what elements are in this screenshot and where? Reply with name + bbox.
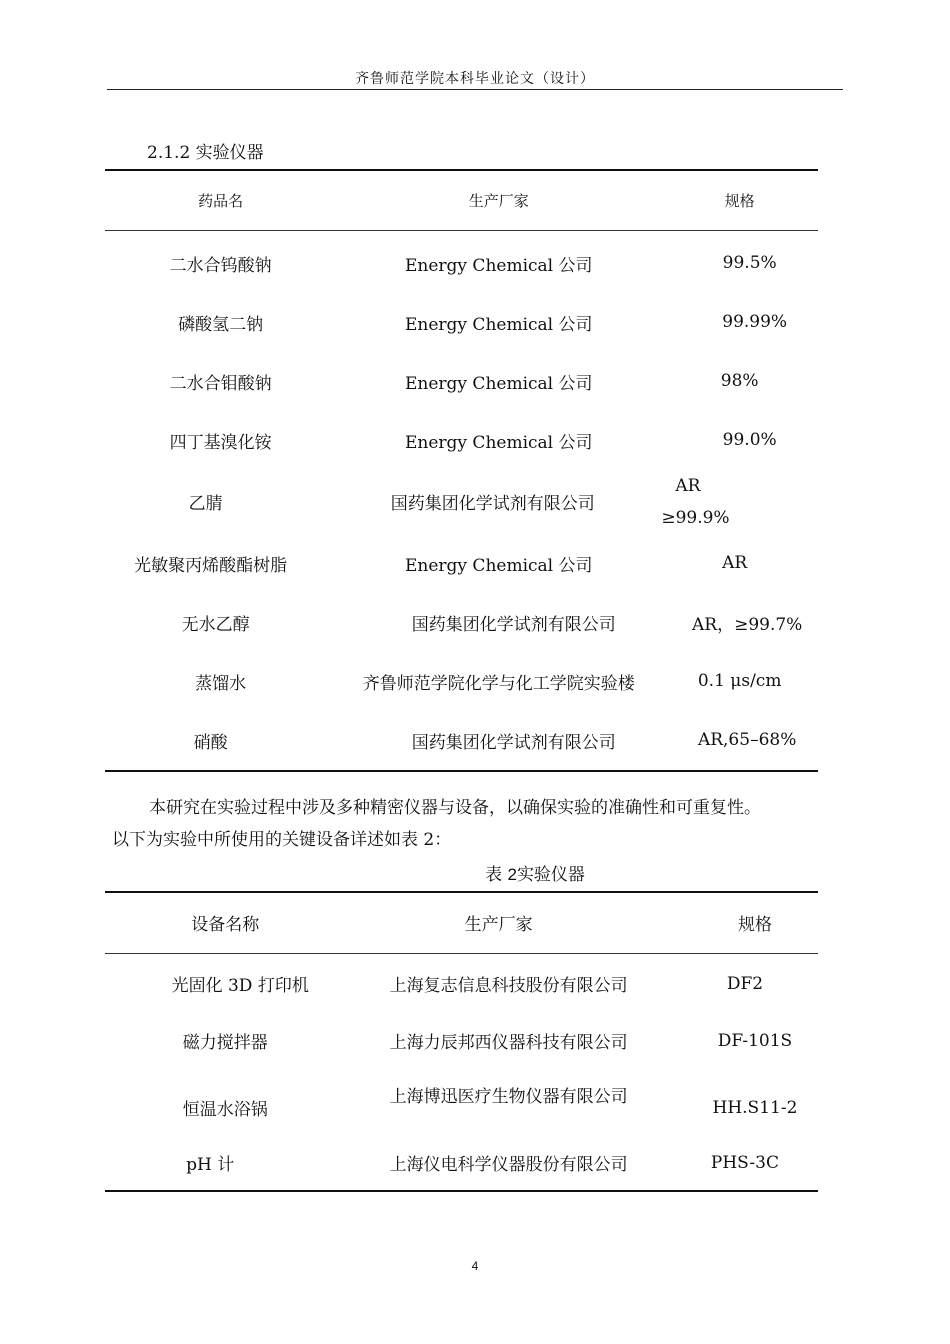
column-header-spec: 规格 — [737, 915, 772, 936]
paragraph-line: 以下为实验中所使用的关键设备详述如表 2： — [112, 830, 452, 850]
table-row — [105, 1014, 818, 1068]
header-rule — [107, 89, 843, 90]
instruments-table — [105, 891, 818, 1192]
table-row — [105, 652, 818, 711]
table-row — [105, 230, 818, 293]
manufacturer: 国药集团化学试剂有限公司 — [411, 614, 616, 635]
device-name: 磁力搅拌器 — [182, 1033, 268, 1053]
caption-text: 实验仪器 — [516, 865, 585, 885]
reagent-name: 四丁基溴化铵 — [169, 432, 272, 453]
table-header-row — [105, 170, 818, 230]
caption-prefix: 表 — [485, 865, 508, 885]
table-row — [105, 1068, 818, 1136]
manufacturer: 国药集团化学试剂有限公司 — [411, 732, 616, 753]
page-header: 齐鲁师范学院本科毕业论文（设计） — [355, 71, 595, 87]
table-row — [105, 411, 818, 470]
device-name: pH 计 — [186, 1155, 235, 1175]
spec: 99.99% — [722, 312, 788, 332]
reagent-name: 硝酸 — [193, 732, 228, 753]
spec: 98% — [720, 371, 759, 391]
table-row — [105, 470, 818, 534]
spec-text: AR ≥99.9% — [661, 475, 730, 528]
reagent-name: 光敏聚丙烯酸酯树脂 — [134, 555, 288, 576]
table-header-row — [105, 892, 818, 953]
device-name: 光固化 3D 打印机 — [171, 976, 309, 996]
reagent-name: 无水乙醇 — [181, 614, 250, 635]
reagent-name: 二水合钼酸钠 — [169, 373, 272, 394]
column-header-reagent: 药品名 — [198, 191, 244, 210]
table-row — [105, 293, 818, 352]
page-number: 4 — [471, 1259, 479, 1273]
reagents-table — [105, 169, 818, 772]
manufacturer: 上海复志信息科技股份有限公司 — [389, 976, 628, 996]
table-row — [105, 953, 818, 1014]
spec: 0.1 μs/cm — [697, 671, 782, 691]
table-row — [105, 534, 818, 593]
reagent-name: 二水合钨酸钠 — [169, 255, 272, 276]
spec: AR — [722, 553, 748, 573]
manufacturer: 上海仪电科学仪器股份有限公司 — [389, 1155, 628, 1175]
spec: PHS-3C — [710, 1152, 779, 1173]
reagent-name: 乙腈 — [188, 494, 223, 514]
spec: HH.S11-2 — [712, 1097, 798, 1118]
manufacturer: 上海力辰邦西仪器科技有限公司 — [389, 1033, 628, 1053]
manufacturer: Energy Chemical 公司 — [405, 555, 593, 576]
reagent-name: 蒸馏水 — [195, 673, 247, 694]
spec — [661, 470, 818, 534]
table-row — [105, 711, 818, 771]
manufacturer: Energy Chemical 公司 — [405, 255, 593, 276]
spec: 99.5% — [722, 253, 777, 273]
column-header-device: 设备名称 — [191, 915, 260, 936]
column-header-spec: 规格 — [724, 191, 755, 210]
spec: AR，≥99.7% — [692, 614, 803, 635]
manufacturer: Energy Chemical 公司 — [405, 314, 593, 335]
caption-number: 2 — [507, 865, 517, 884]
column-header-manufacturer: 生产厂家 — [468, 191, 529, 210]
manufacturer: 齐鲁师范学院化学与化工学院实验楼 — [362, 673, 635, 694]
table-row — [105, 1136, 818, 1191]
spec: AR,65–68% — [697, 730, 797, 750]
table-caption — [0, 860, 950, 885]
spec: DF2 — [726, 973, 764, 994]
manufacturer: 国药集团化学试剂有限公司 — [390, 494, 595, 514]
manufacturer: 上海博迅医疗生物仪器有限公司 — [389, 1087, 628, 1107]
manufacturer: Energy Chemical 公司 — [405, 373, 593, 394]
device-name: 恒温水浴锅 — [182, 1100, 268, 1120]
reagent-name: 磷酸氢二钠 — [178, 314, 264, 335]
spec: DF-101S — [717, 1030, 793, 1051]
table-row — [105, 593, 818, 652]
table-row — [105, 352, 818, 411]
spec: 99.0% — [722, 430, 777, 450]
section-heading: 2.1.2 实验仪器 — [147, 143, 264, 163]
body-paragraph — [112, 792, 857, 856]
manufacturer: Energy Chemical 公司 — [405, 432, 593, 453]
paragraph-line: 本研究在实验过程中涉及多种精密仪器与设备，以确保实验的准确性和可重复性。 — [149, 798, 761, 818]
column-header-manufacturer: 生产厂家 — [464, 915, 533, 936]
